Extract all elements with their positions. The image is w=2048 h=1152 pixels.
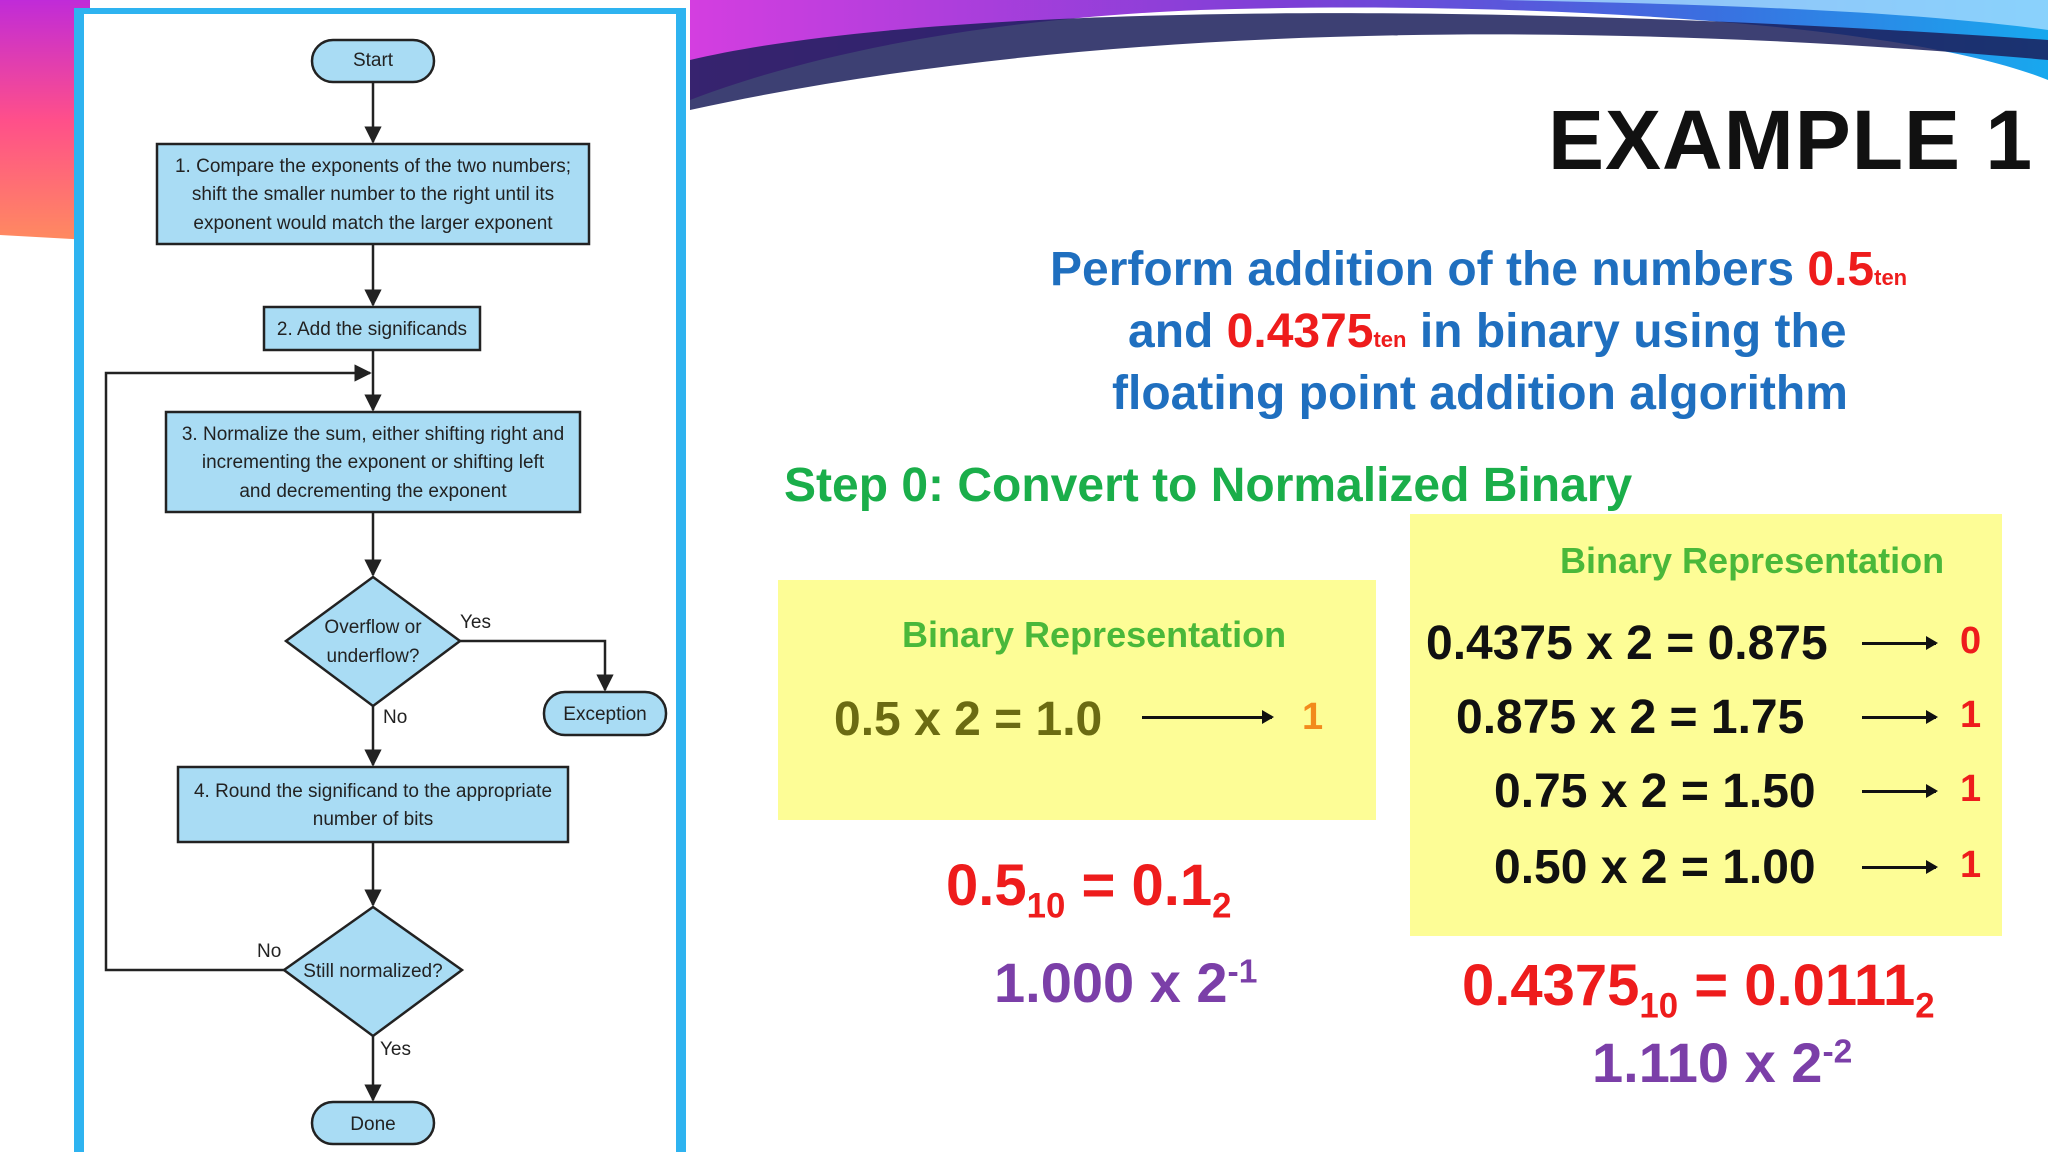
right-box-heading: Binary Representation [1560, 540, 1945, 581]
right-row-0-bit: 0 [1960, 620, 1982, 662]
right-normalized-exp: -2 [1822, 1033, 1853, 1071]
right-row-3-bit: 1 [1960, 844, 1982, 886]
left-normalized-exp: -1 [1227, 953, 1258, 991]
left-result-lhs-sub: 10 [1026, 886, 1066, 926]
right-row-1-arrow [1862, 716, 1936, 719]
flow-step1-line2: shift the smaller number to the right until its [191, 184, 555, 205]
problem-n1-sub: ten [1874, 265, 1908, 290]
right-row-0-eq: 0.4375 x 2 = 0.875 [1426, 617, 1828, 670]
problem-n2: 0.4375 [1226, 305, 1374, 358]
slide-title: EXAMPLE 1 [1548, 93, 2034, 187]
right-result-lhs-sub: 10 [1639, 986, 1679, 1026]
problem-line3: floating point addition algorithm [1112, 367, 1848, 420]
right-result-eq: = [1678, 953, 1745, 1018]
right-row-3-arrow [1862, 866, 1936, 869]
flow-exception-label: Exception [563, 704, 647, 725]
right-row-1-eq: 0.875 x 2 = 1.75 [1456, 691, 1805, 744]
flow-overflow-line1: Overflow or [324, 617, 422, 638]
left-box-heading: Binary Representation [902, 614, 1287, 655]
problem-line1 [1050, 242, 1907, 297]
left-result [946, 852, 1231, 927]
left-result-rhs-sub: 2 [1212, 886, 1232, 926]
problem-n2-sub: ten [1373, 327, 1407, 352]
right-normalized [1592, 1030, 1852, 1095]
left-box-arrow [1142, 716, 1272, 719]
flow-step3-line2: incrementing the exponent or shifting left [201, 452, 545, 473]
right-result-rhs-sub: 2 [1915, 986, 1935, 1026]
right-result-rhs: 0.0111 [1744, 953, 1916, 1018]
step0-label: Step 0: Convert to Normalized Binary [784, 459, 1633, 512]
left-box-bit: 1 [1302, 696, 1324, 738]
right-row-1-bit: 1 [1960, 694, 1982, 736]
flow-start-label: Start [352, 50, 394, 71]
flow-still-label: Still normalized? [303, 961, 443, 982]
flow-done-label: Done [350, 1114, 396, 1135]
flow-step1-line3: exponent would match the larger exponent [193, 213, 553, 234]
flow-overflow-line2: underflow? [326, 646, 420, 667]
right-row-2-bit: 1 [1960, 768, 1982, 810]
problem-line2 [1128, 304, 1847, 359]
left-normalized-base: 1.000 x 2 [994, 951, 1228, 1014]
problem-line2-post: in binary using the [1406, 305, 1847, 358]
flow-step3-line1: 3. Normalize the sum, either shifting right and [181, 424, 565, 445]
flow-yes2-label: Yes [380, 1039, 411, 1060]
flow-step4-line1: 4. Round the significand to the appropriate [193, 781, 553, 802]
right-row-0-arrow [1862, 642, 1936, 645]
flow-overflow-decision [286, 577, 460, 706]
left-box-equation: 0.5 x 2 = 1.0 [834, 693, 1103, 746]
flow-step4-line2: number of bits [312, 809, 434, 830]
problem-line2-pre: and [1128, 305, 1227, 358]
flow-no1-label: No [383, 707, 408, 728]
left-result-eq: = [1065, 853, 1132, 918]
flow-yes1-label: Yes [460, 612, 491, 633]
flow-step3-line3: and decrementing the exponent [239, 481, 507, 502]
flow-no2-label: No [257, 941, 282, 962]
problem-n1: 0.5 [1807, 243, 1875, 296]
right-row-2-arrow [1862, 790, 1936, 793]
problem-line1-text: Perform addition of the numbers [1050, 243, 1808, 296]
flow-step2-label: 2. Add the significands [276, 319, 468, 340]
left-result-lhs: 0.5 [946, 853, 1027, 918]
right-result-lhs: 0.4375 [1462, 953, 1640, 1018]
right-result [1462, 952, 1935, 1027]
left-result-rhs: 0.1 [1131, 853, 1213, 918]
flow-step1-line1: 1. Compare the exponents of the two numbers; [174, 156, 572, 177]
left-normalized [994, 950, 1257, 1015]
right-normalized-base: 1.110 x 2 [1592, 1031, 1823, 1094]
right-row-3-eq: 0.50 x 2 = 1.00 [1494, 841, 1816, 894]
right-row-2-eq: 0.75 x 2 = 1.50 [1494, 765, 1816, 818]
flow-step4-node [178, 767, 568, 842]
